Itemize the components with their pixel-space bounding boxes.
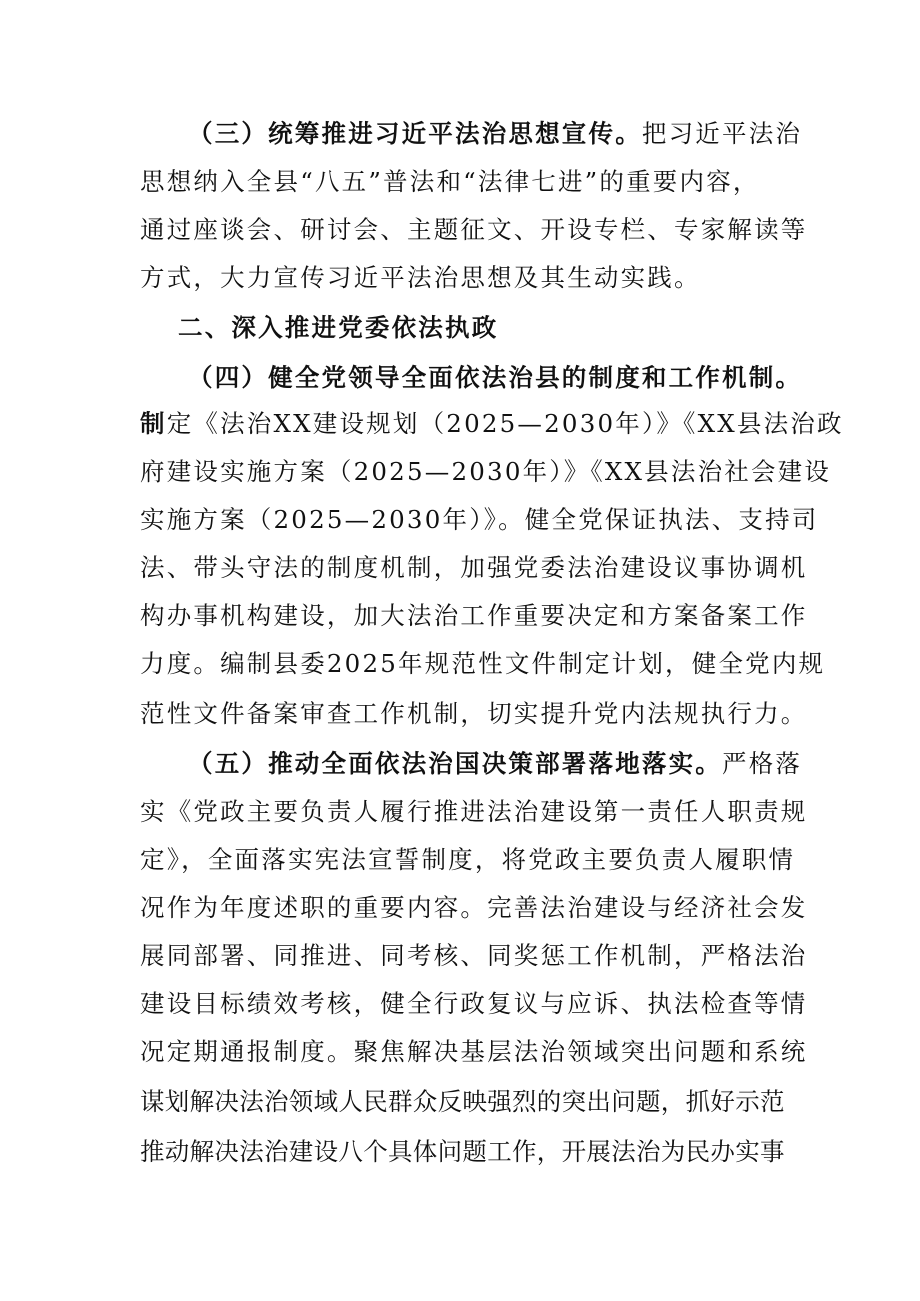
section4-line-6: 构办事机构建设，加大法治工作重要决定和方案备案工作: [140, 601, 808, 630]
section5-line-9: 推动解决法治建设八个具体问题工作，开展法治为民办实事: [140, 1137, 785, 1166]
section5-line-5: 展同部署、同推进、同考核、同奖惩工作机制，严格法治: [140, 941, 808, 970]
section4-title: （四）健全党领导全面依法治县的制度和工作机制。: [188, 363, 803, 392]
chapter2-heading: 二、深入推进党委依法执政: [178, 313, 499, 342]
section3-line1-rest: 把习近平法治: [641, 119, 803, 148]
section5-line1-rest: 严格落: [722, 749, 803, 778]
section5-line-3: 定》，全面落实宪法宣誓制度，将党政主要负责人履职情: [140, 845, 796, 874]
section5-line-4: 况作为年度述职的重要内容。完善法治建设与经济社会发: [140, 893, 808, 922]
section5-line-2: 实《党政主要负责人履行推进法治建设第一责任人职责规: [140, 797, 808, 826]
section5-line-8: 谋划解决法治领域人民群众反映强烈的突出问题，抓好示范: [140, 1087, 785, 1116]
section5-line-1: [188, 740, 838, 788]
section3-line-4: 方式，大力宣传习近平法治思想及其生动实践。: [140, 263, 701, 292]
section3-title: （三）统筹推进习近平法治思想宣传。: [188, 119, 642, 148]
section4-bold-start: 制: [140, 409, 167, 438]
section3-line-1: [188, 110, 838, 158]
section5-line-7: 况定期通报制度。聚焦解决基层法治领域突出问题和系统: [140, 1037, 808, 1066]
section4-line2-rest: 定《法治XX建设规划（2025—2030年）》《XX县法治政: [166, 409, 844, 438]
section3-line-3: 通过座谈会、研讨会、主题征文、开设专栏、专家解读等: [140, 215, 808, 244]
section4-line-3: 府建设实施方案（2025—2030年）》《XX县法治社会建设: [140, 457, 832, 486]
section4-line-8: 范性文件备案审查工作机制，切实提升党内法规执行力。: [140, 699, 808, 728]
section3-line-2: 思想纳入全县“八五”普法和“法律七进”的重要内容，: [140, 167, 760, 196]
section4-line-4: 实施方案（2025—2030年）》。健全党保证执法、支持司: [140, 505, 819, 534]
section4-line-7: 力度。编制县委2025年规范性文件制定计划，健全党内规: [140, 649, 826, 678]
section4-line-5: 法、带头守法的制度机制，加强党委法治建设议事协调机: [140, 553, 808, 582]
section5-title: （五）推动全面依法治国决策部署落地落实。: [188, 749, 722, 778]
section4-line-2: [140, 400, 844, 448]
section5-line-6: 建设目标绩效考核，健全行政复议与应诉、执法检查等情: [140, 989, 808, 1018]
